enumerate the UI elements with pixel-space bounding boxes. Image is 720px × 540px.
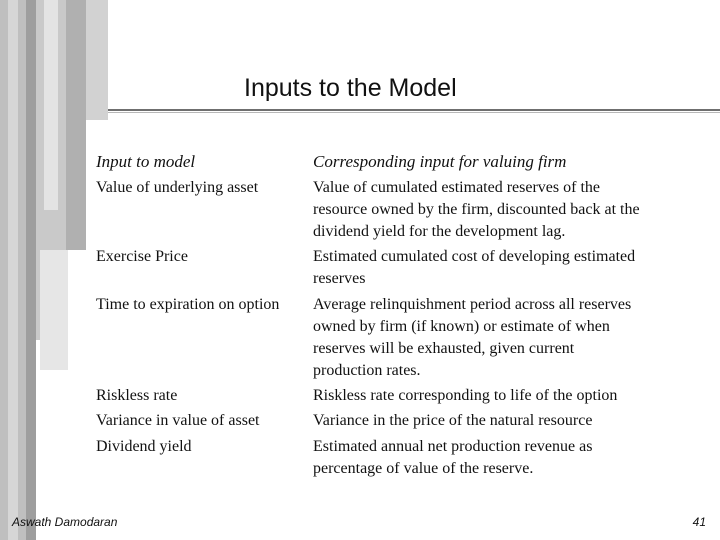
text-line: production rates. (313, 362, 421, 379)
text-line: reserves will be exhausted, given current (313, 340, 575, 357)
slide-title: Inputs to the Model (244, 74, 457, 102)
text-line: dividend yield for the development lag. (313, 223, 566, 240)
row-value-time-to-expiration (313, 294, 693, 382)
row-value-variance (313, 410, 693, 432)
row-label-riskless-rate: Riskless rate (96, 387, 178, 404)
decorative-bar (86, 0, 108, 120)
text-line: Riskless rate corresponding to life of the option (313, 387, 618, 404)
text-line: Estimated cumulated cost of developing estimated (313, 248, 636, 265)
title-rule (108, 109, 720, 111)
decorative-bar (26, 0, 36, 540)
decorative-bar (66, 0, 86, 250)
footer-author: Aswath Damodaran (12, 515, 118, 529)
row-label-exercise-price: Exercise Price (96, 248, 188, 265)
text-line: Variance in the price of the natural resource (313, 412, 593, 429)
text-line: Average relinquishment period across all reserves (313, 296, 632, 313)
decorative-bar (40, 250, 68, 370)
text-line: resource owned by the firm, discounted back at the (313, 201, 640, 218)
column-header-input: Input to model (96, 152, 196, 171)
decorative-sidebar-bars (0, 0, 120, 540)
row-label-variance: Variance in value of asset (96, 412, 260, 429)
title-rule-shadow (108, 112, 720, 113)
row-value-value-of-underlying-asset (313, 177, 693, 243)
page-number: 41 (692, 515, 706, 529)
row-value-dividend-yield (313, 436, 693, 480)
row-label-time-to-expiration: Time to expiration on option (96, 296, 280, 313)
text-line: Estimated annual net production revenue as (313, 438, 593, 455)
text-line: Value of cumulated estimated reserves of the (313, 179, 600, 196)
row-value-exercise-price (313, 246, 693, 290)
decorative-bar (44, 0, 58, 210)
text-line: owned by firm (if known) or estimate of when (313, 318, 610, 335)
decorative-bar (8, 0, 18, 540)
column-header-corresponding: Corresponding input for valuing firm (313, 152, 567, 171)
row-label-value-of-underlying-asset: Value of underlying asset (96, 179, 259, 196)
row-value-riskless-rate (313, 385, 693, 407)
row-label-dividend-yield: Dividend yield (96, 438, 192, 455)
text-line: percentage of value of the reserve. (313, 460, 534, 477)
text-line: reserves (313, 270, 366, 287)
